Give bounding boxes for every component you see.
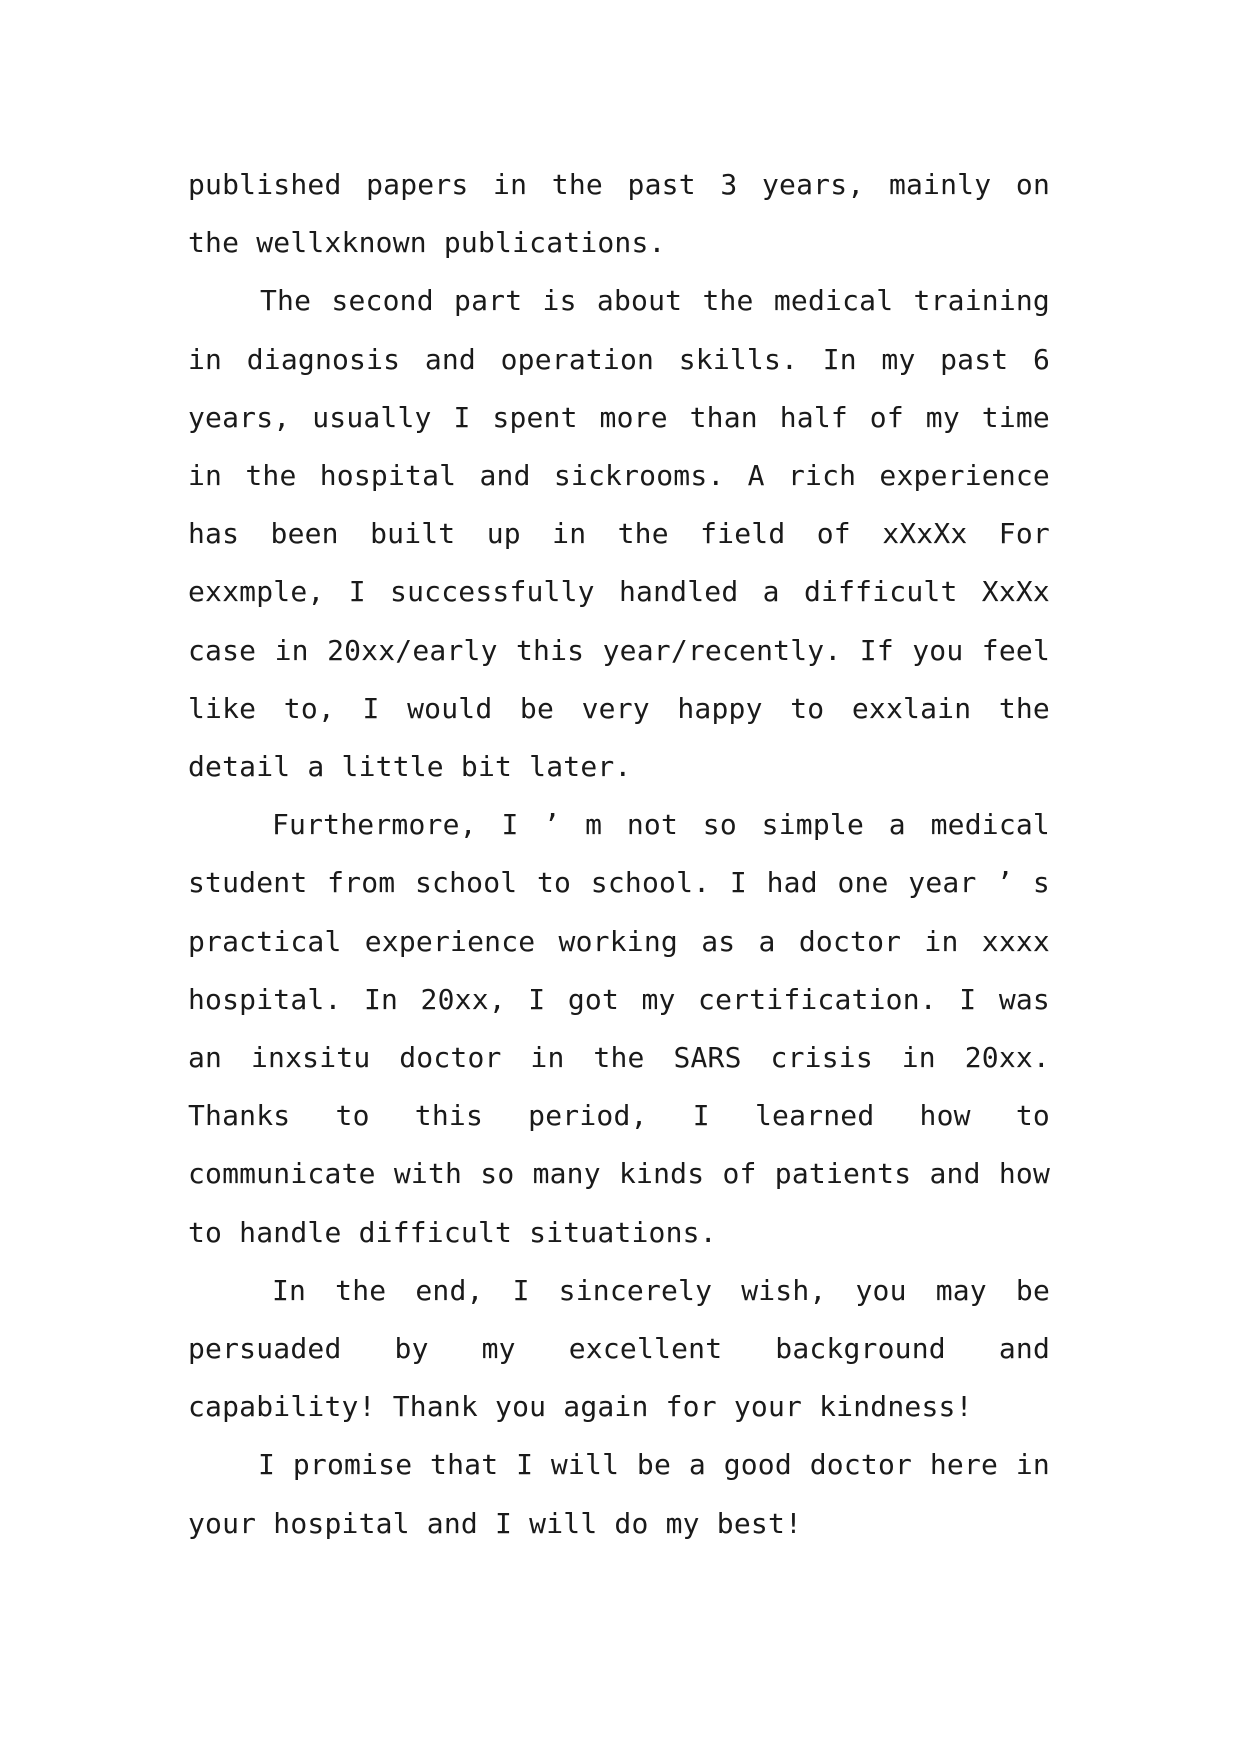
paragraph-promise: I promise that I will be a good doctor here in your hospital and I will do my best! [188,1448,1050,1540]
paragraph-closing-wish: In the end, I sincerely wish, you may be persuaded by my excellent background and capability! Thank you again for your kindness! [188,1273,1050,1424]
paragraph-practical-experience: Furthermore, I ’ m not so simple a medical student from school to school. I had one year ’ s practical experience working as a doctor in xxxx hospital. In 20xx, I got my certification. I was an inxsitu doctor in the SARS crisis in 20xx. Thanks to this period, I learned how to communicate with so many kinds of patients and how to handle difficult situations. [188,808,1050,1249]
document-body [188,156,1050,1553]
paragraph-continuation: published papers in the past 3 years, mainly on the wellxknown publications. [188,168,1050,260]
paragraph-medical-training: The second part is about the medical training in diagnosis and operation skills. In my past 6 years, usually I spent more than half of my time in the hospital and sickrooms. A rich experience has been built up in the field of xXxXx For exxmple, I successfully handled a difficult XxXx case in 20xx/early this year/recently. If you feel like to, I would be very happy to exxlain the detail a little bit later. [188,284,1050,784]
